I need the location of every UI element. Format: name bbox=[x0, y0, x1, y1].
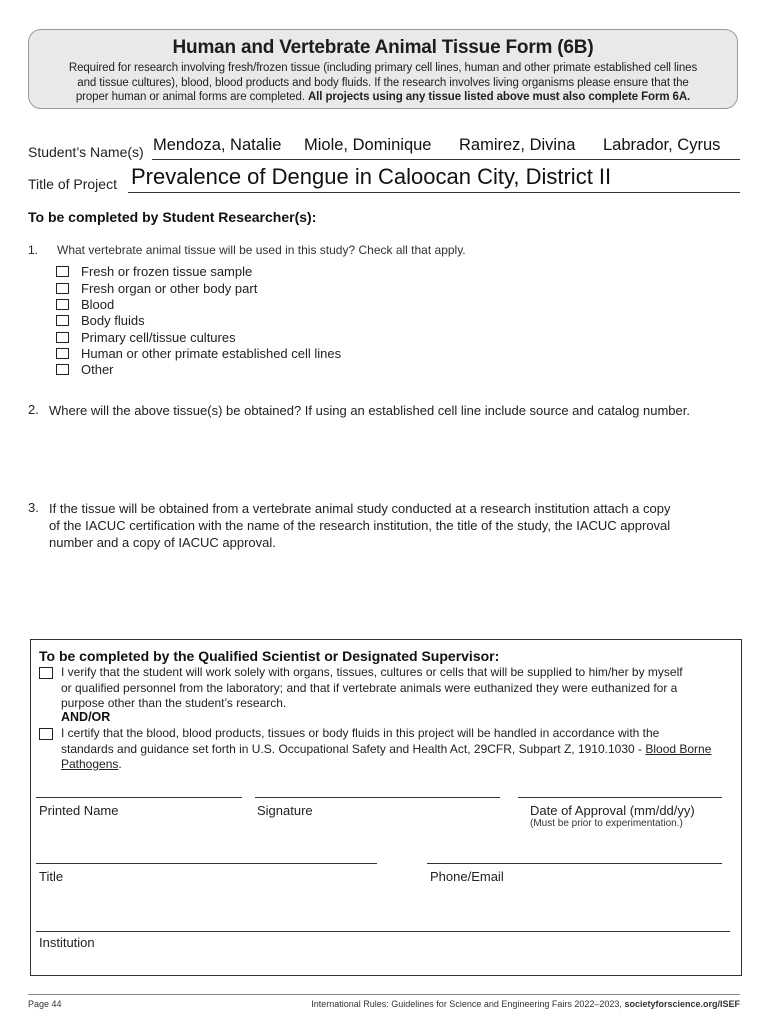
project-title-value[interactable]: Prevalence of Dengue in Caloocan City, District II bbox=[131, 164, 612, 189]
q2-text: Where will the above tissue(s) be obtained? If using an established cell line include source and catalog number. bbox=[49, 403, 690, 418]
date-approval-note: (Must be prior to experimentation.) bbox=[530, 818, 683, 829]
printed-name-line[interactable] bbox=[36, 797, 242, 798]
signature-line[interactable] bbox=[255, 797, 500, 798]
student-name-2[interactable]: Miole, Dominique bbox=[304, 136, 432, 154]
footer-rule bbox=[28, 994, 740, 995]
cert2-line-2: standards and guidance set forth in U.S. Occupational Safety and Health Act, 29CFR, Subpart Z, 1910.1030 - bbox=[61, 741, 646, 756]
q2-number: 2. bbox=[28, 402, 39, 417]
checkbox[interactable] bbox=[56, 283, 69, 294]
date-line[interactable] bbox=[518, 797, 722, 798]
form-description bbox=[33, 61, 733, 105]
cert1-text bbox=[61, 665, 683, 712]
option-established-cell-lines[interactable] bbox=[56, 345, 341, 361]
cert2-text bbox=[61, 726, 711, 773]
student-section-heading: To be completed by Student Researcher(s): bbox=[28, 209, 317, 225]
checkbox[interactable] bbox=[56, 299, 69, 310]
desc-bold-note: All projects using any tissue listed above must also complete Form 6A. bbox=[307, 91, 691, 103]
cert1-line-3: purpose other than the student’s research. bbox=[61, 696, 287, 710]
q3-line-2: of the IACUC certification with the name of the research institution, the title of the study, the IACUC approval bbox=[49, 518, 671, 533]
option-fresh-organ[interactable] bbox=[56, 280, 257, 296]
desc-line-2: and tissue cultures), blood, blood products and body fluids. If the research involves living organisms please ensure that the bbox=[77, 76, 689, 89]
option-fresh-frozen-tissue[interactable] bbox=[56, 263, 252, 279]
page-number: Page 44 bbox=[28, 999, 62, 1009]
cert2-checkbox[interactable] bbox=[39, 728, 53, 740]
option-primary-cultures[interactable] bbox=[56, 329, 236, 345]
form-title: Human and Vertebrate Animal Tissue Form (6B) bbox=[172, 37, 594, 58]
q1-number: 1. bbox=[28, 243, 39, 257]
option-blood[interactable] bbox=[56, 296, 114, 312]
phone-email-line[interactable] bbox=[427, 863, 722, 864]
title-label: Title bbox=[39, 869, 64, 884]
date-approval-label: Date of Approval (mm/dd/yy) bbox=[530, 803, 695, 818]
cert1-checkbox[interactable] bbox=[39, 667, 53, 679]
signature-label: Signature bbox=[257, 803, 313, 818]
footer-source-text: International Rules: Guidelines for Science and Engineering Fairs 2022–2023, bbox=[311, 999, 622, 1009]
and-or-label: AND/OR bbox=[61, 710, 111, 724]
form-header bbox=[28, 29, 738, 109]
option-label: Other bbox=[81, 361, 114, 377]
title-line[interactable] bbox=[36, 863, 377, 864]
project-title-label: Title of Project bbox=[28, 176, 117, 192]
students-underline bbox=[152, 159, 740, 160]
option-label: Blood bbox=[81, 296, 115, 312]
checkbox[interactable] bbox=[56, 266, 69, 277]
desc-line-3: proper human or animal forms are completed. bbox=[75, 91, 305, 103]
footer-site[interactable]: societyforscience.org/ISEF bbox=[624, 999, 740, 1009]
student-name-3[interactable]: Ramirez, Divina bbox=[459, 136, 576, 154]
q3-number: 3. bbox=[28, 500, 39, 515]
checkbox[interactable] bbox=[56, 348, 69, 359]
cert2-line-1: I certify that the blood, blood products, tissues or body fluids in this project will be handled in accordance with the bbox=[61, 726, 660, 740]
footer-source bbox=[311, 999, 740, 1009]
option-label: Primary cell/tissue cultures bbox=[81, 329, 236, 345]
project-title-underline bbox=[128, 192, 740, 193]
desc-line-1: Required for research involving fresh/frozen tissue (including primary cell lines, human and other primate established cell lines bbox=[68, 62, 698, 74]
option-label: Fresh or frozen tissue sample bbox=[81, 263, 253, 279]
cert1-line-1: I verify that the student will work solely with organs, tissues, cultures or cells that will be supplied to him/her by myself bbox=[61, 665, 683, 679]
printed-name-label: Printed Name bbox=[39, 803, 119, 818]
q3-line-3: number and a copy of IACUC approval. bbox=[49, 535, 276, 550]
checkbox[interactable] bbox=[56, 364, 69, 375]
option-label: Body fluids bbox=[81, 312, 145, 328]
pathogens-link[interactable]: Pathogens bbox=[61, 757, 119, 771]
q1-text: What vertebrate animal tissue will be used in this study? Check all that apply. bbox=[57, 243, 466, 257]
student-name-4[interactable]: Labrador, Cyrus bbox=[603, 136, 721, 154]
qs-section-heading: To be completed by the Qualified Scientist or Designated Supervisor: bbox=[39, 648, 500, 664]
institution-label: Institution bbox=[39, 935, 95, 950]
cert1-line-2: or qualified personnel from the laboratory; and that if vertebrate animals were euthanized they were euthanized for a bbox=[61, 680, 678, 695]
option-body-fluids[interactable] bbox=[56, 312, 145, 328]
q3-line-1: If the tissue will be obtained from a vertebrate animal study conducted at a research institution attach a copy bbox=[49, 501, 671, 516]
q3-text bbox=[49, 500, 670, 551]
institution-line[interactable] bbox=[36, 931, 730, 932]
checkbox[interactable] bbox=[56, 332, 69, 343]
student-name-1[interactable]: Mendoza, Natalie bbox=[153, 136, 282, 154]
blood-borne-link[interactable]: Blood Borne bbox=[645, 741, 712, 756]
checkbox[interactable] bbox=[56, 315, 69, 326]
option-label: Human or other primate established cell lines bbox=[81, 345, 342, 361]
cert2-end: . bbox=[118, 757, 122, 771]
option-label: Fresh organ or other body part bbox=[81, 280, 258, 296]
option-other[interactable] bbox=[56, 361, 114, 377]
students-label: Student’s Name(s) bbox=[28, 144, 144, 160]
phone-email-label: Phone/Email bbox=[430, 869, 504, 884]
